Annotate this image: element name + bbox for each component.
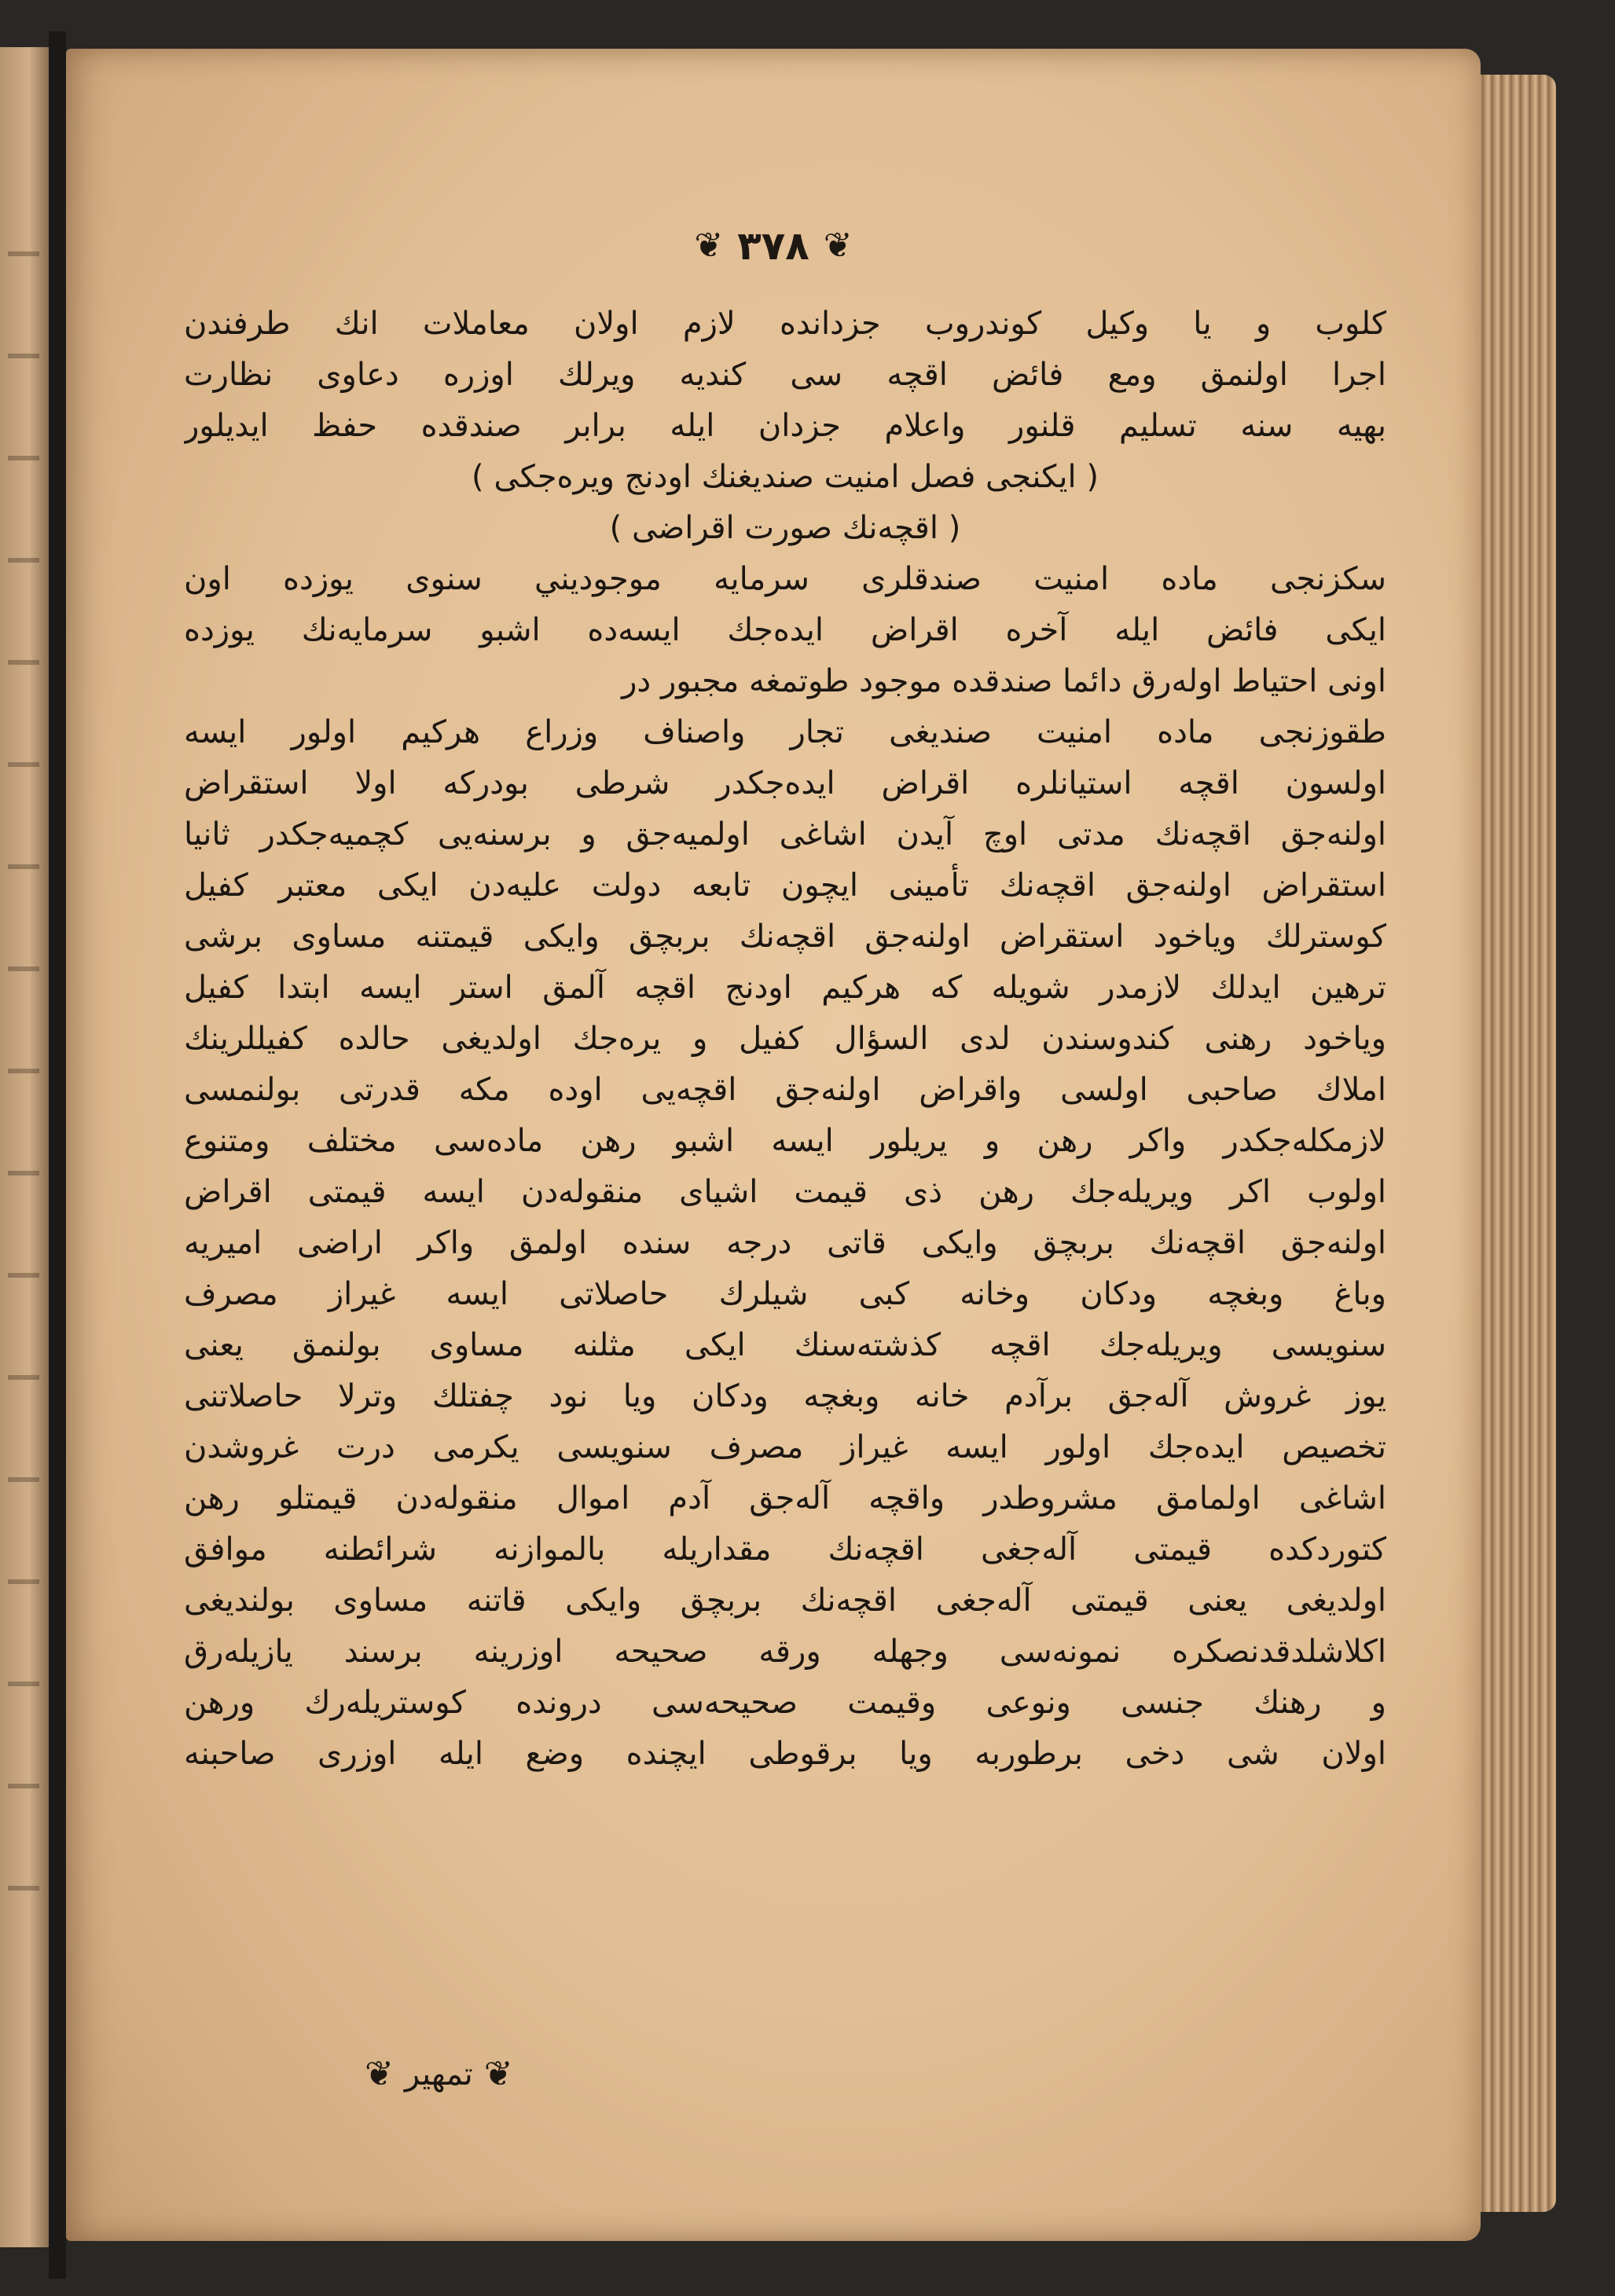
page-number: ٣٧٨	[737, 223, 809, 269]
text-line: لازمكلەجكدر واكر رهن و يريلور ايسه اشبو رهن مادەسى مختلف ومتنوع	[184, 1123, 1386, 1159]
text-line: سكزنجى ماده امنيت صندقلرى سرمايه موجوديني سنوى يوزده اون	[184, 561, 1386, 597]
text-line: يوز غروش آلەجق برآدم خانه وبغچه ودكان ويا نود چفتلك وترلا حاصلاتنى	[184, 1378, 1386, 1414]
header-ornament-left-icon: ❦	[694, 226, 724, 266]
text-line: ايكى فائض ايله آخره اقراض ايدەجك ايسەده اشبو سرمايەنك يوزده	[184, 612, 1386, 648]
left-page-edge	[0, 47, 49, 2247]
section-subheading: ( اقچەنك صورت اقراضى )	[609, 510, 961, 546]
text-line: اجرا اولنمق ومع فائض اقچه سی كنديه ويرلك اوزره دعاوى نظارت	[184, 357, 1386, 393]
book-page	[66, 49, 1481, 2241]
text-line: اولسون اقچه استيانلره اقراض ايدەجكدر شرطى بودركه اولا استقراض	[184, 765, 1386, 801]
text-line: اولديغى يعنى قيمتى آلەجغى اقچەنك بربچق وايكى قاتنه مساوى بولنديغى	[184, 1583, 1386, 1619]
text-line: كلوب و يا وكيل كوندروب جزدانده لازم اولان معاملات انك طرفندن	[184, 306, 1386, 342]
header-ornament-right-icon: ❦	[823, 226, 853, 266]
text-line: ترهين ايدلك لازمدر شويله كه هركيم اودنج اقچه آلمق استر ايسه ابتدا كفيل	[184, 970, 1386, 1006]
left-page-text-fragments	[8, 251, 39, 1980]
page-body	[184, 299, 1386, 1780]
text-line: تخصيص ايدەجك اولور ايسه غيراز مصرف سنويسى يكرمى درت غروشدن	[184, 1429, 1386, 1465]
text-line: اشاغى اولمامق مشروطدر واقچه آلەجق آدم اموال منقولەدن قيمتلو رهن	[184, 1480, 1386, 1517]
text-line: اكلاشلدقدنصكره نمونەسى وجهله ورقه صحيحه اوزرينه برسند يازيلەرق	[184, 1634, 1386, 1670]
text-line: بهيه سنه تسليم قلنور واعلام جزدان ايله برابر صندقده حفظ ايديلور	[184, 408, 1386, 444]
text-line: اونى احتياط اولەرق دائما صندقده موجود طوتمغه مجبور در	[622, 663, 1386, 699]
catchword-ornament-left-icon: ❦	[365, 2054, 394, 2094]
text-line: اولوب اكر ويريلەجك رهن ذى قيمت اشياى منقولەدن ايسه قيمتى اقراض	[184, 1174, 1386, 1210]
text-line: استقراض اولنەجق اقچەنك تأمينى ايچون تابعه دولت عليەدن ايكى معتبر كفيل	[184, 867, 1386, 904]
text-line: سنويسى ويريلەجك اقچه كذشتەسنك ايكى مثلنه مساوى بولنمق يعنى	[184, 1327, 1386, 1363]
text-line: وياخود رهنى كندوسندن لدى السؤال كفيل و يرەجك اولديغى حالده كفيللرينك	[184, 1021, 1386, 1057]
text-line: و رهنك جنسى ونوعى وقيمت صحيحەسى درونده كوستريلەرك ورهن	[184, 1685, 1386, 1721]
catchword: تمهير	[404, 2056, 473, 2092]
text-line: اولنەجق اقچەنك بربچق وايكى قاتى درجه سنده اولمق واكر اراضى اميريه	[184, 1225, 1386, 1261]
text-line: اولان شى دخى برطوربه ويا برقوطى ايچنده وضع ايله اوزرى صاحبنه	[184, 1736, 1386, 1772]
text-line: اولنەجق اقچەنك مدتى اوچ آيدن اشاغى اولميەجق و برسنەيى كچميەجكدر ثانيا	[184, 816, 1386, 853]
text-line: املاك صاحبى اولسى واقراض اولنەجق اقچەيى اوده مكه قدرتى بولنمسى	[184, 1072, 1386, 1108]
section-heading: ( ايكنجى فصل امنيت صنديغنك اودنج ويرەجكى )	[472, 459, 1099, 495]
text-line: وباغ وبغچه ودكان وخانه كبى شيلرك حاصلاتى ايسه غيراز مصرف	[184, 1276, 1386, 1312]
page-header	[66, 223, 1481, 269]
catchword-ornament-right-icon: ❦	[483, 2054, 513, 2094]
text-line: طقوزنجى ماده امنيت صنديغى تجار واصناف وزراع هركيم اولور ايسه	[184, 714, 1386, 750]
catchword-footer	[365, 2056, 513, 2092]
text-line: كتوردكده قيمتى آلەجغى اقچەنك مقداريله بالموازنه شرائطنه موافق	[184, 1531, 1386, 1568]
book-gutter	[49, 31, 66, 2279]
text-line: كوسترلك وياخود استقراض اولنەجق اقچەنك بربچق وايكى قيمتنه مساوى برشى	[184, 919, 1386, 955]
